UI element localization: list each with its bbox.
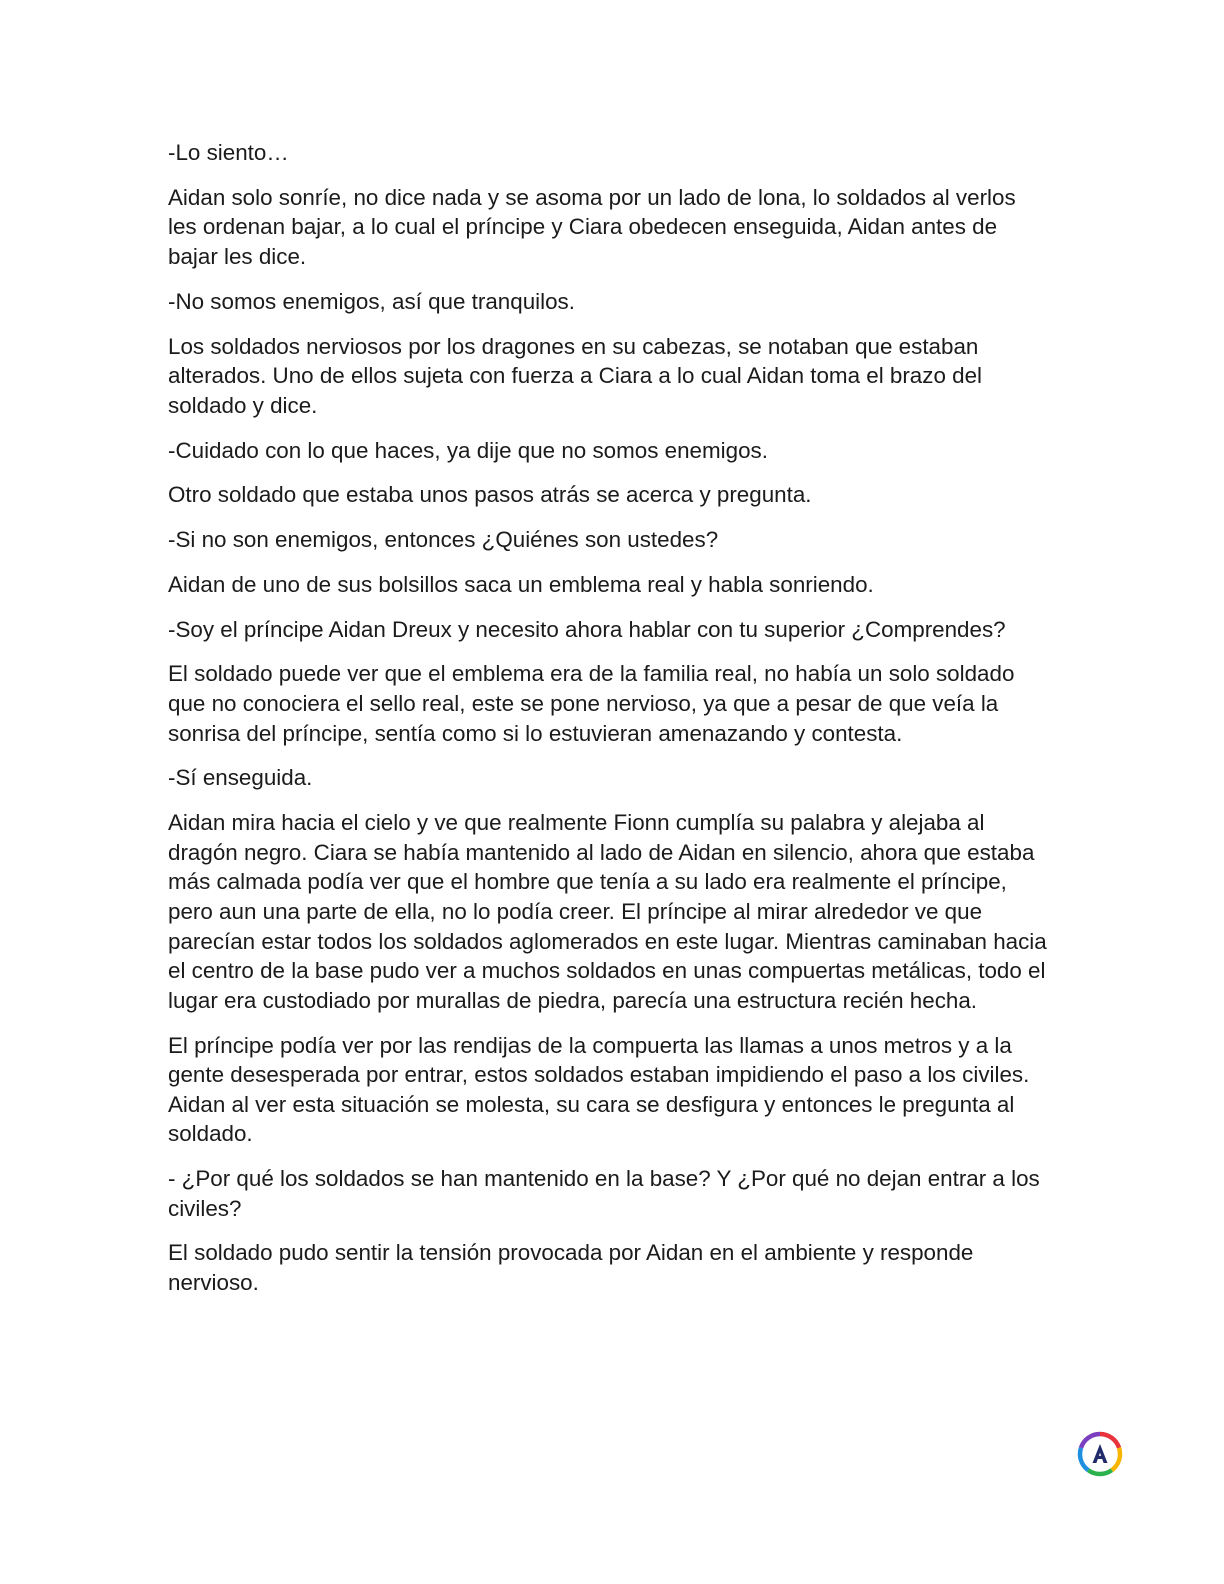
paragraph: Los soldados nerviosos por los dragones en su cabezas, se notaban que estaban alterados. Uno de ellos sujeta con fuerza a Ciara a lo cual Aidan toma el brazo del soldado y dice. [168,333,983,418]
paragraph: -Sí enseguida. [168,765,313,791]
paragraph: -Lo siento… [168,140,289,165]
paragraph: -Si no son enemigos, entonces ¿Quiénes son ustedes? [168,527,719,553]
paragraph: -Soy el príncipe Aidan Dreux y necesito ahora hablar con tu superior ¿Comprendes? [168,616,1006,642]
paragraph: Otro soldado que estaba unos pasos atrás se acerca y pregunta. [168,482,812,508]
logo-inner-disc [1084,1438,1117,1471]
paragraph: Aidan de uno de sus bolsillos saca un emblema real y habla sonriendo. [168,571,874,597]
document-body [168,138,1048,1313]
paragraph: El príncipe podía ver por las rendijas de la compuerta las llamas a unos metros y a la gente desesperada por entrar, estos soldados estaban impidiendo el paso a los civiles. Aidan al ver esta situación se molesta, su cara se desfigura y entonces le pregunta al soldado. [168,1032,1030,1147]
paragraph: Aidan solo sonríe, no dice nada y se asoma por un lado de lona, lo soldados al verlos les ordenan bajar, a lo cual el príncipe y Ciara obedecen enseguida, Aidan antes de bajar les dice. [168,184,1016,269]
paragraph: El soldado puede ver que el emblema era de la familia real, no había un solo soldado que no conociera el sello real, este se pone nervioso, ya que a pesar de que veía la sonrisa del príncipe, sentía como si lo estuvieran amenazando y contesta. [168,661,1015,746]
paragraph: -No somos enemigos, así que tranquilos. [168,288,575,314]
a-letter-logo-icon [1076,1430,1124,1478]
paragraph: - ¿Por qué los soldados se han mantenido en la base? Y ¿Por qué no dejan entrar a los civiles? [168,1166,1040,1221]
paragraph: El soldado pudo sentir la tensión provocada por Aidan en el ambiente y responde nervioso. [168,1240,974,1296]
paragraph: Aidan mira hacia el cielo y ve que realmente Fionn cumplía su palabra y alejaba al dragón negro. Ciara se había mantenido al lado de Aidan en silencio, ahora que estaba más calmada podía ver que el hombre que tenía a su lado era realmente el príncipe, pero aun una parte de ella, no lo podía creer. El príncipe al mirar alrededor ve que parecían estar todos los soldados aglomerados en este lugar. Mientras caminaban hacia el centro de la base pudo ver a muchos soldados en unas compuertas metálicas, todo el lugar era custodiado por murallas de piedra, parecía una estructura recién hecha. [168,810,1047,1013]
paragraph: -Cuidado con lo que haces, ya dije que no somos enemigos. [168,437,768,463]
